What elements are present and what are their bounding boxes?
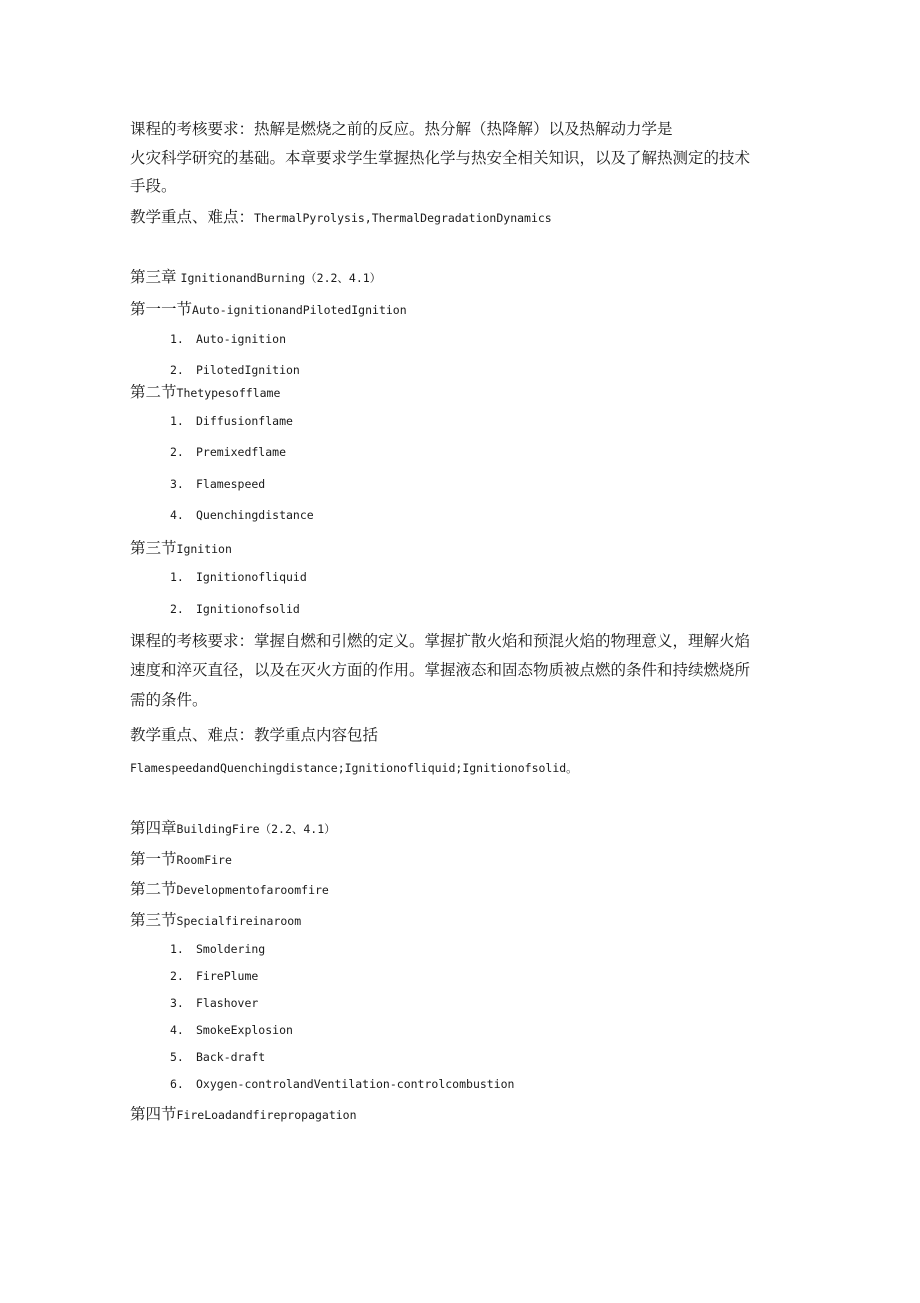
list-item: 2. FirePlume xyxy=(170,969,259,983)
list-item: 2. Premixedflame xyxy=(170,445,287,459)
ch3-assessment-line-3: 需的条件。 xyxy=(130,691,208,709)
list-item: 4. SmokeExplosion xyxy=(170,1023,293,1037)
ch3-assessment-line-2: 速度和淬灭直径，以及在灭火方面的作用。掌握液态和固态物质被点燃的条件和持续燃烧所 xyxy=(130,661,751,679)
chapter-3-heading: 第三章 IgnitionandBurning（2.2、4.1） xyxy=(130,268,382,286)
ch3-section-2-heading: 第二节Thetypesofflame xyxy=(130,383,281,401)
list-item: 1. Diffusionflame xyxy=(170,414,293,428)
ch3-section-1-heading: 第一一节Auto-ignitionandPilotedIgnition xyxy=(130,300,407,318)
ch3-key-points-value: FlamespeedandQuenchingdistance;Ignitionofliquid;Ignitionofsolid。 xyxy=(130,761,578,775)
list-item: 5. Back-draft xyxy=(170,1050,266,1064)
list-item: 4. Quenchingdistance xyxy=(170,508,314,522)
list-item: 1. Ignitionofliquid xyxy=(170,570,307,584)
list-item: 1. Auto-ignition xyxy=(170,332,287,346)
list-item: 6. Oxygen-controlandVentilation-controlcombustion xyxy=(170,1077,515,1091)
list-item: 3. Flashover xyxy=(170,996,259,1010)
ch3-assessment-line-1: 课程的考核要求：掌握自燃和引燃的定义。掌握扩散火焰和预混火焰的物理意义，理解火焰 xyxy=(130,632,751,650)
ch4-section-1-heading: 第一节RoomFire xyxy=(130,850,232,868)
intro-assessment-line-2: 火灾科学研究的基础。本章要求学生掌握热化学与热安全相关知识，以及了解热测定的技术 xyxy=(130,149,751,167)
chapter-4-heading: 第四章BuildingFire（2.2、4.1） xyxy=(130,819,336,837)
list-item: 2. PilotedIgnition xyxy=(170,363,300,377)
intro-assessment-line-3: 手段。 xyxy=(130,177,177,195)
ch3-key-points-line: 教学重点、难点：教学重点内容包括 xyxy=(130,726,379,744)
ch4-section-2-heading: 第二节Developmentofaroomfire xyxy=(130,880,329,898)
list-item: 2. Ignitionofsolid xyxy=(170,602,300,616)
ch3-section-3-heading: 第三节Ignition xyxy=(130,539,232,557)
list-item: 3. Flamespeed xyxy=(170,477,266,491)
intro-assessment-line-1: 课程的考核要求：热解是燃烧之前的反应。热分解（热降解）以及热解动力学是 xyxy=(130,120,673,138)
list-item: 1. Smoldering xyxy=(170,942,266,956)
intro-key-points: 教学重点、难点：ThermalPyrolysis,ThermalDegradationDynamics xyxy=(130,208,552,226)
ch4-section-3-heading: 第三节Specialfireinaroom xyxy=(130,911,302,929)
ch4-section-4-heading: 第四节FireLoadandfirepropagation xyxy=(130,1105,357,1123)
